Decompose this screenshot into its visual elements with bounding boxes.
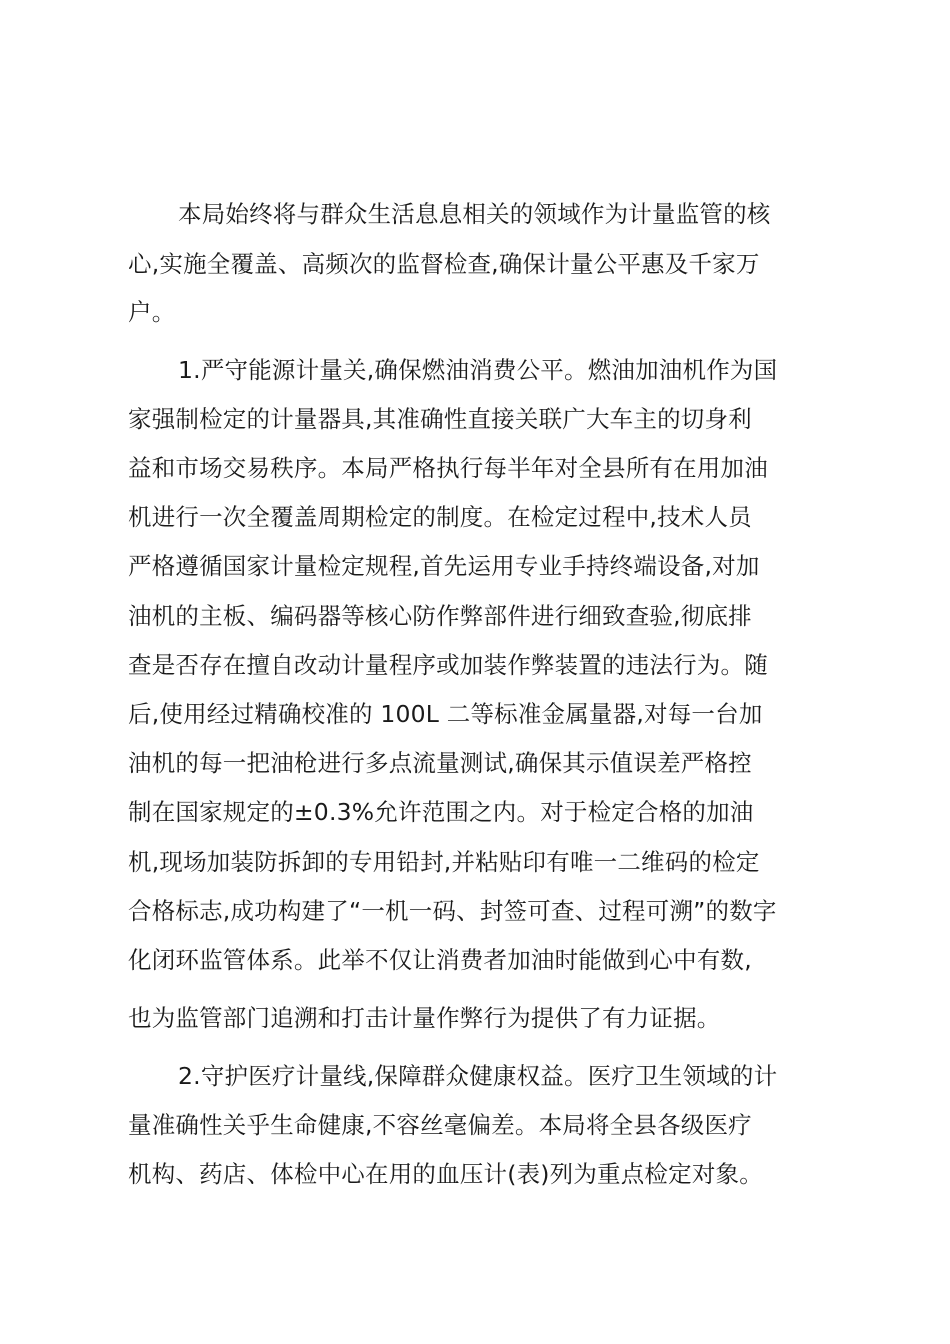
text-line: 合格标志,成功构建了“一机一码、封签可查、过程可溯”的数字 <box>128 897 777 925</box>
text-line: 量准确性关乎生命健康,不容丝毫偏差。本局将全县各级医疗 <box>128 1111 752 1139</box>
text-line: 益和市场交易秩序。本局严格执行每半年对全县所有在用加油 <box>128 454 768 482</box>
text-line: 制在国家规定的±0.3%允许范围之内。对于检定合格的加油 <box>128 798 754 826</box>
text-line: 也为监管部门追溯和打击计量作弊行为提供了有力证据。 <box>128 1004 721 1032</box>
text-line: 油机的主板、编码器等核心防作弊部件进行细致查验,彻底排 <box>128 602 752 630</box>
text-line: 心,实施全覆盖、高频次的监督检查,确保计量公平惠及千家万 <box>128 250 760 278</box>
text-line: 户。 <box>128 298 176 326</box>
text-line: 家强制检定的计量器具,其准确性直接关联广大车主的切身利 <box>128 405 752 433</box>
text-line: 后,使用经过精确校准的 100L 二等标准金属量器,对每一台加 <box>128 700 763 728</box>
text-line: 油机的每一把油枪进行多点流量测试,确保其示值误差严格控 <box>128 749 752 777</box>
text-line: 2.守护医疗计量线,保障群众健康权益。医疗卫生领域的计 <box>178 1062 778 1090</box>
text-line: 查是否存在擅自改动计量程序或加装作弊装置的违法行为。随 <box>128 651 768 679</box>
text-line: 机,现场加装防拆卸的专用铅封,并粘贴印有唯一二维码的检定 <box>128 848 760 876</box>
text-line: 机进行一次全覆盖周期检定的制度。在检定过程中,技术人员 <box>128 503 752 531</box>
text-line: 本局始终将与群众生活息息相关的领域作为计量监管的核 <box>178 200 771 228</box>
text-line: 机构、药店、体检中心在用的血压计(表)列为重点检定对象。 <box>128 1160 763 1188</box>
text-line: 化闭环监管体系。此举不仅让消费者加油时能做到心中有数, <box>128 946 752 974</box>
text-line: 1.严守能源计量关,确保燃油消费公平。燃油加油机作为国 <box>178 356 778 384</box>
text-line: 严格遵循国家计量检定规程,首先运用专业手持终端设备,对加 <box>128 552 760 580</box>
